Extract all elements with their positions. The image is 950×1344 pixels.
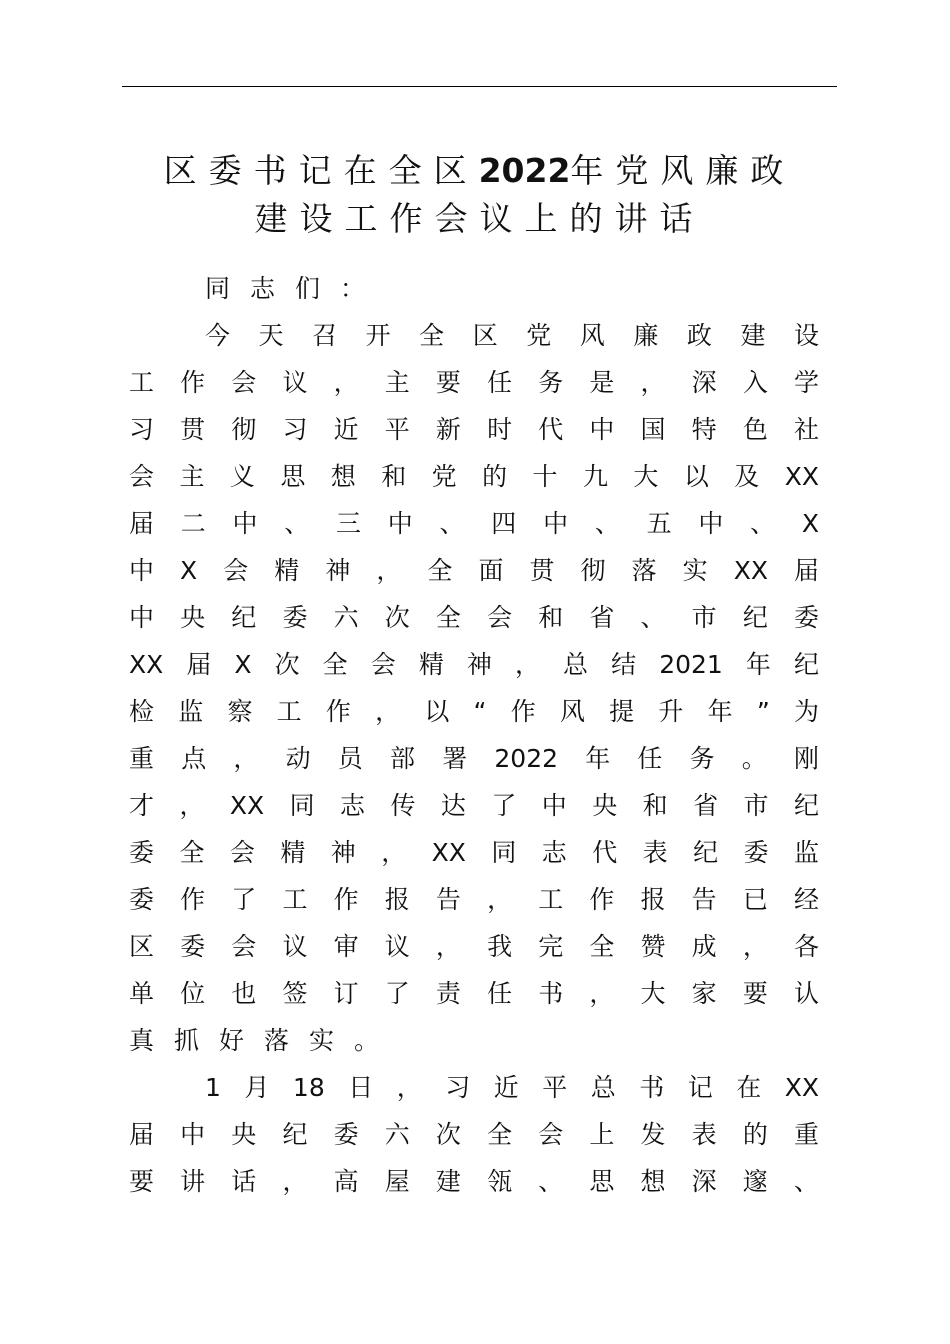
salutation: 同志们：	[205, 274, 386, 303]
body-line: 才，XX同志传达了中央和省市纪	[129, 791, 819, 820]
body-line: 重点，动员部署2022年任务。刚	[129, 744, 819, 773]
body-line: 1月18日，习近平总书记在XX	[205, 1073, 819, 1102]
body-line: 工作会议，主要任务是，深入学	[129, 368, 819, 397]
body-line: 今天召开全区党风廉政建设	[205, 321, 819, 350]
body-line: 要讲话，高屋建瓴、思想深邃、	[129, 1167, 819, 1196]
body-line: 习贯彻习近平新时代中国特色社	[129, 415, 819, 444]
body-line: 届二中、三中、四中、五中、X	[129, 509, 819, 538]
body-line: 中X会精神，全面贯彻落实XX届	[129, 556, 819, 585]
body-line: 委全会精神，XX同志代表纪委监	[129, 838, 819, 867]
body-line: 会主义思想和党的十九大以及XX	[129, 462, 819, 491]
body-line: 区委会议审议，我完全赞成，各	[129, 932, 819, 961]
header-rule	[122, 86, 837, 87]
body-line: 检监察工作，以“作风提升年”为	[129, 697, 819, 726]
body-line: 委作了工作报告，工作报告已经	[129, 885, 819, 914]
body-line: 中央纪委六次全会和省、市纪委	[129, 603, 819, 632]
body-line: XX届X次全会精神，总结2021年纪	[129, 650, 819, 679]
body-line: 届中央纪委六次全会上发表的重	[129, 1120, 819, 1149]
body-line: 真抓好落实。	[129, 1026, 400, 1055]
document-title-line-2: 建设工作会议上的讲话	[254, 199, 705, 238]
title-text-c: 年党风廉政	[570, 151, 796, 190]
title-year: 2022	[478, 151, 571, 190]
title-text-a: 区委书记在全区	[163, 151, 479, 190]
body-line: 单位也签订了责任书，大家要认	[129, 979, 819, 1008]
document-title-line-1	[122, 147, 837, 194]
